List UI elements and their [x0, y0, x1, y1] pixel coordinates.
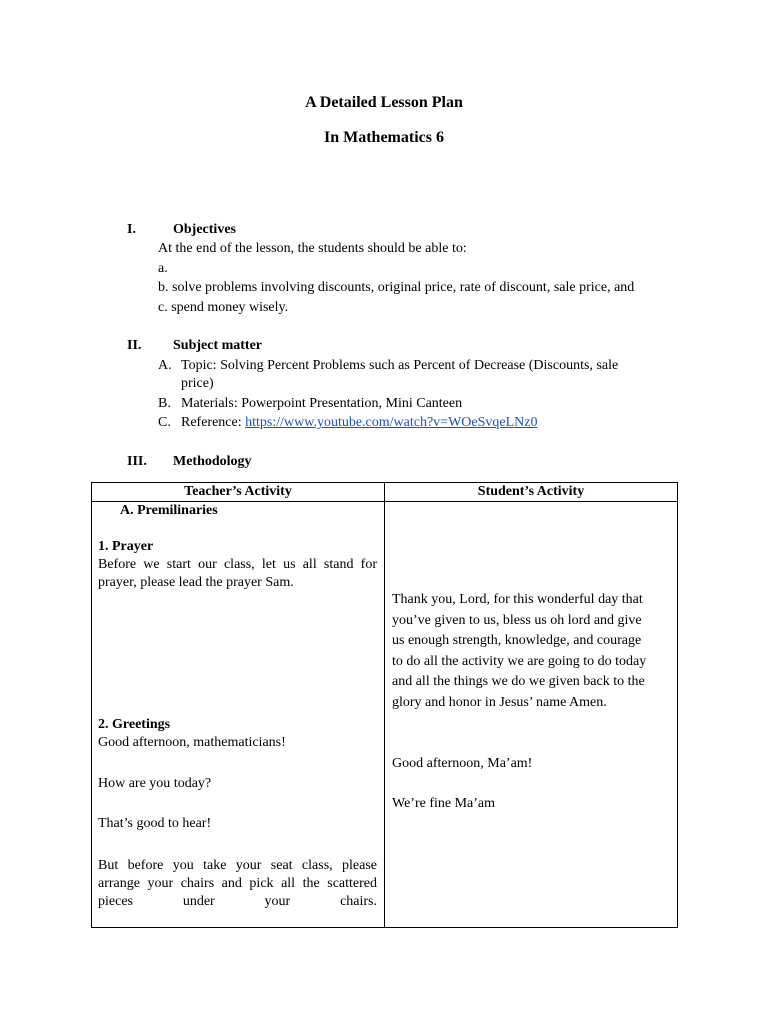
- objective-item-b: b. solve problems involving discounts, original price, rate of discount, sale price, and: [158, 280, 635, 295]
- prayer-response-line-2: you’ve given to us, bless us oh lord and give: [392, 613, 642, 628]
- methodology-numeral: III.: [127, 454, 147, 469]
- student-activity-header: Student’s Activity: [477, 484, 585, 499]
- materials-letter: B.: [158, 396, 171, 411]
- topic-line-2: price): [181, 376, 214, 391]
- materials-text: Materials: Powerpoint Presentation, Mini Canteen: [181, 396, 463, 411]
- table-column-divider: [384, 483, 385, 927]
- good-to-hear-teacher: That’s good to hear!: [98, 816, 212, 831]
- objectives-intro: At the end of the lesson, the students should be able to:: [158, 241, 467, 256]
- teacher-activity-header: Teacher’s Activity: [184, 484, 292, 499]
- prayer-response-line-1: Thank you, Lord, for this wonderful day that: [392, 592, 643, 607]
- arrange-chairs-line-1: But before you take your seat class, please: [98, 858, 377, 873]
- reference-letter: C.: [158, 415, 171, 430]
- prayer-response-line-4: to do all the activity we are going to do today: [392, 654, 647, 669]
- activity-table: [91, 482, 678, 928]
- greeting-teacher: Good afternoon, mathematicians!: [98, 735, 286, 750]
- subject-matter-numeral: II.: [127, 338, 142, 353]
- greetings-heading: 2. Greetings: [98, 717, 171, 732]
- prayer-heading: 1. Prayer: [98, 539, 154, 554]
- reference-link[interactable]: https://www.youtube.com/watch?v=WOeSvqeLNz0: [245, 415, 538, 430]
- arrange-chairs-line-3: pieces under your chairs.: [98, 894, 377, 909]
- document-subtitle: In Mathematics 6: [324, 129, 444, 146]
- how-are-you-student: We’re fine Ma’am: [392, 796, 496, 811]
- prayer-instruction-line-2: prayer, please lead the prayer Sam.: [98, 575, 294, 590]
- methodology-heading: Methodology: [173, 454, 252, 469]
- reference-row: [181, 415, 538, 431]
- preliminaries-heading: A. Premilinaries: [120, 503, 218, 518]
- document-title: A Detailed Lesson Plan: [305, 94, 463, 111]
- greeting-student: Good afternoon, Ma’am!: [392, 756, 533, 771]
- objectives-heading: Objectives: [173, 222, 236, 237]
- arrange-chairs-line-2: arrange your chairs and pick all the scattered: [98, 876, 377, 891]
- prayer-response-line-5: and all the things we do we given back to the: [392, 674, 645, 689]
- objective-item-c: c. spend money wisely.: [158, 300, 289, 315]
- topic-letter: A.: [158, 358, 172, 373]
- objectives-numeral: I.: [127, 222, 136, 237]
- objective-item-a: a.: [158, 261, 168, 276]
- prayer-response-line-3: us enough strength, knowledge, and courage: [392, 633, 642, 648]
- prayer-instruction-line-1: Before we start our class, let us all stand for: [98, 557, 377, 572]
- prayer-response-line-6: glory and honor in Jesus’ name Amen.: [392, 695, 607, 710]
- how-are-you-teacher: How are you today?: [98, 776, 212, 791]
- subject-matter-heading: Subject matter: [173, 338, 263, 353]
- topic-line-1: Topic: Solving Percent Problems such as Percent of Decrease (Discounts, sale: [181, 358, 619, 373]
- reference-label: Reference:: [181, 415, 242, 430]
